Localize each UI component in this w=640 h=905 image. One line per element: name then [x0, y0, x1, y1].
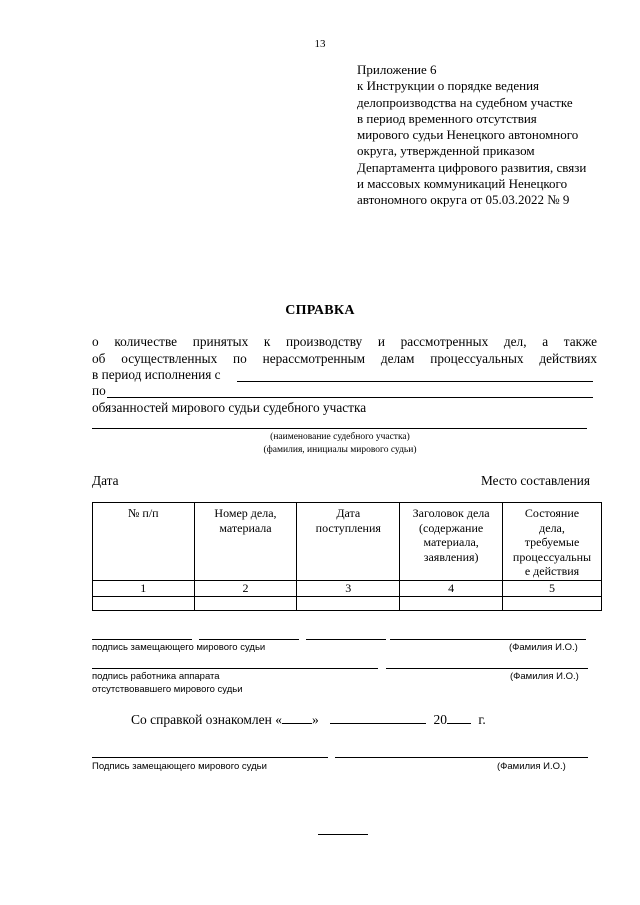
appendix-line: Приложение 6 — [357, 62, 437, 77]
table-cell: 4 — [400, 581, 503, 597]
staff-signature-label-2: отсутствовавшего мирового судьи — [92, 684, 243, 695]
document-title: СПРАВКА — [285, 303, 355, 318]
appendix-block — [357, 62, 586, 209]
end-mark-line — [318, 834, 368, 835]
signature-line — [390, 639, 586, 640]
signature-line — [92, 757, 328, 758]
table-cell: 1 — [93, 581, 195, 597]
table-cell — [297, 596, 400, 610]
staff-signature-label: подпись работника аппарата — [92, 671, 220, 682]
intro-line-5: обязанностей мирового судьи судебного участка — [92, 400, 367, 415]
table-number-row — [93, 581, 602, 597]
appendix-line: Департамента цифрового развития, связи — [357, 159, 587, 175]
signature-line — [92, 668, 378, 669]
table-cell — [93, 596, 195, 610]
table-cell: 2 — [194, 581, 297, 597]
deputy-judge-signature-label-2: Подпись замещающего мирового судьи — [92, 761, 267, 772]
fio-label: (Фамилия И.О.) — [510, 671, 579, 682]
court-site-line — [92, 428, 587, 429]
intro-line-2: об осуществленных по нерассмотренным делам процессуальных действиях — [92, 351, 597, 366]
intro-line-3: в период исполнения с — [92, 367, 221, 382]
period-end-line — [107, 397, 593, 398]
fio-label: (Фамилия И.О.) — [497, 761, 566, 772]
period-start-line — [237, 381, 593, 382]
header-cell: № п/п — [93, 503, 195, 581]
signature-line — [92, 639, 192, 640]
intro-line-1: о количестве принятых к производству и рассмотренных дел, а также — [92, 334, 597, 349]
appendix-line: автономного округа от 05.03.2022 № 9 — [357, 192, 570, 208]
date-label: Дата — [92, 473, 119, 488]
register-table — [92, 502, 602, 611]
year-blank — [447, 712, 471, 724]
table-cell — [194, 596, 297, 610]
page-number: 13 — [314, 38, 326, 50]
deputy-judge-signature-label: подпись замещающего мирового судьи — [92, 642, 266, 653]
intro-line-4: по — [92, 383, 106, 398]
appendix-line: к Инструкции о порядке ведения — [357, 78, 540, 94]
appendix-line: и массовых коммуникаций Ненецкого — [357, 176, 568, 192]
signature-line — [199, 639, 299, 640]
table-cell — [503, 596, 602, 610]
court-site-caption: (наименование судебного участка) — [270, 432, 410, 442]
appendix-line: делопроизводства на судебном участке — [357, 94, 573, 110]
signature-line — [306, 639, 386, 640]
header-cell: Номер дела, материала — [194, 503, 297, 581]
month-blank — [330, 712, 426, 724]
signature-line — [335, 757, 588, 758]
appendix-line: в период временного отсутствия — [357, 110, 537, 126]
appendix-line: округа, утвержденной приказом — [357, 143, 535, 159]
header-cell: Состояние дела, требуемые процессуальны е действия — [503, 503, 602, 581]
table-header-row — [93, 503, 602, 581]
day-blank — [282, 712, 312, 724]
judge-name-caption: (фамилия, инициалы мирового судьи) — [263, 445, 417, 455]
fio-label: (Фамилия И.О.) — [509, 642, 578, 653]
place-label: Место составления — [480, 473, 590, 488]
table-cell — [400, 596, 503, 610]
signature-line — [386, 668, 588, 669]
header-cell: Дата поступления — [297, 503, 400, 581]
header-cell: Заголовок дела (содержание материала, заявления) — [400, 503, 503, 581]
appendix-line: мирового судьи Ненецкого автономного — [357, 127, 579, 143]
table-cell: 5 — [503, 581, 602, 597]
acquainted-line: Со справкой ознакомлен « » 20 г. — [131, 712, 486, 727]
table-cell: 3 — [297, 581, 400, 597]
table-row — [93, 596, 602, 610]
